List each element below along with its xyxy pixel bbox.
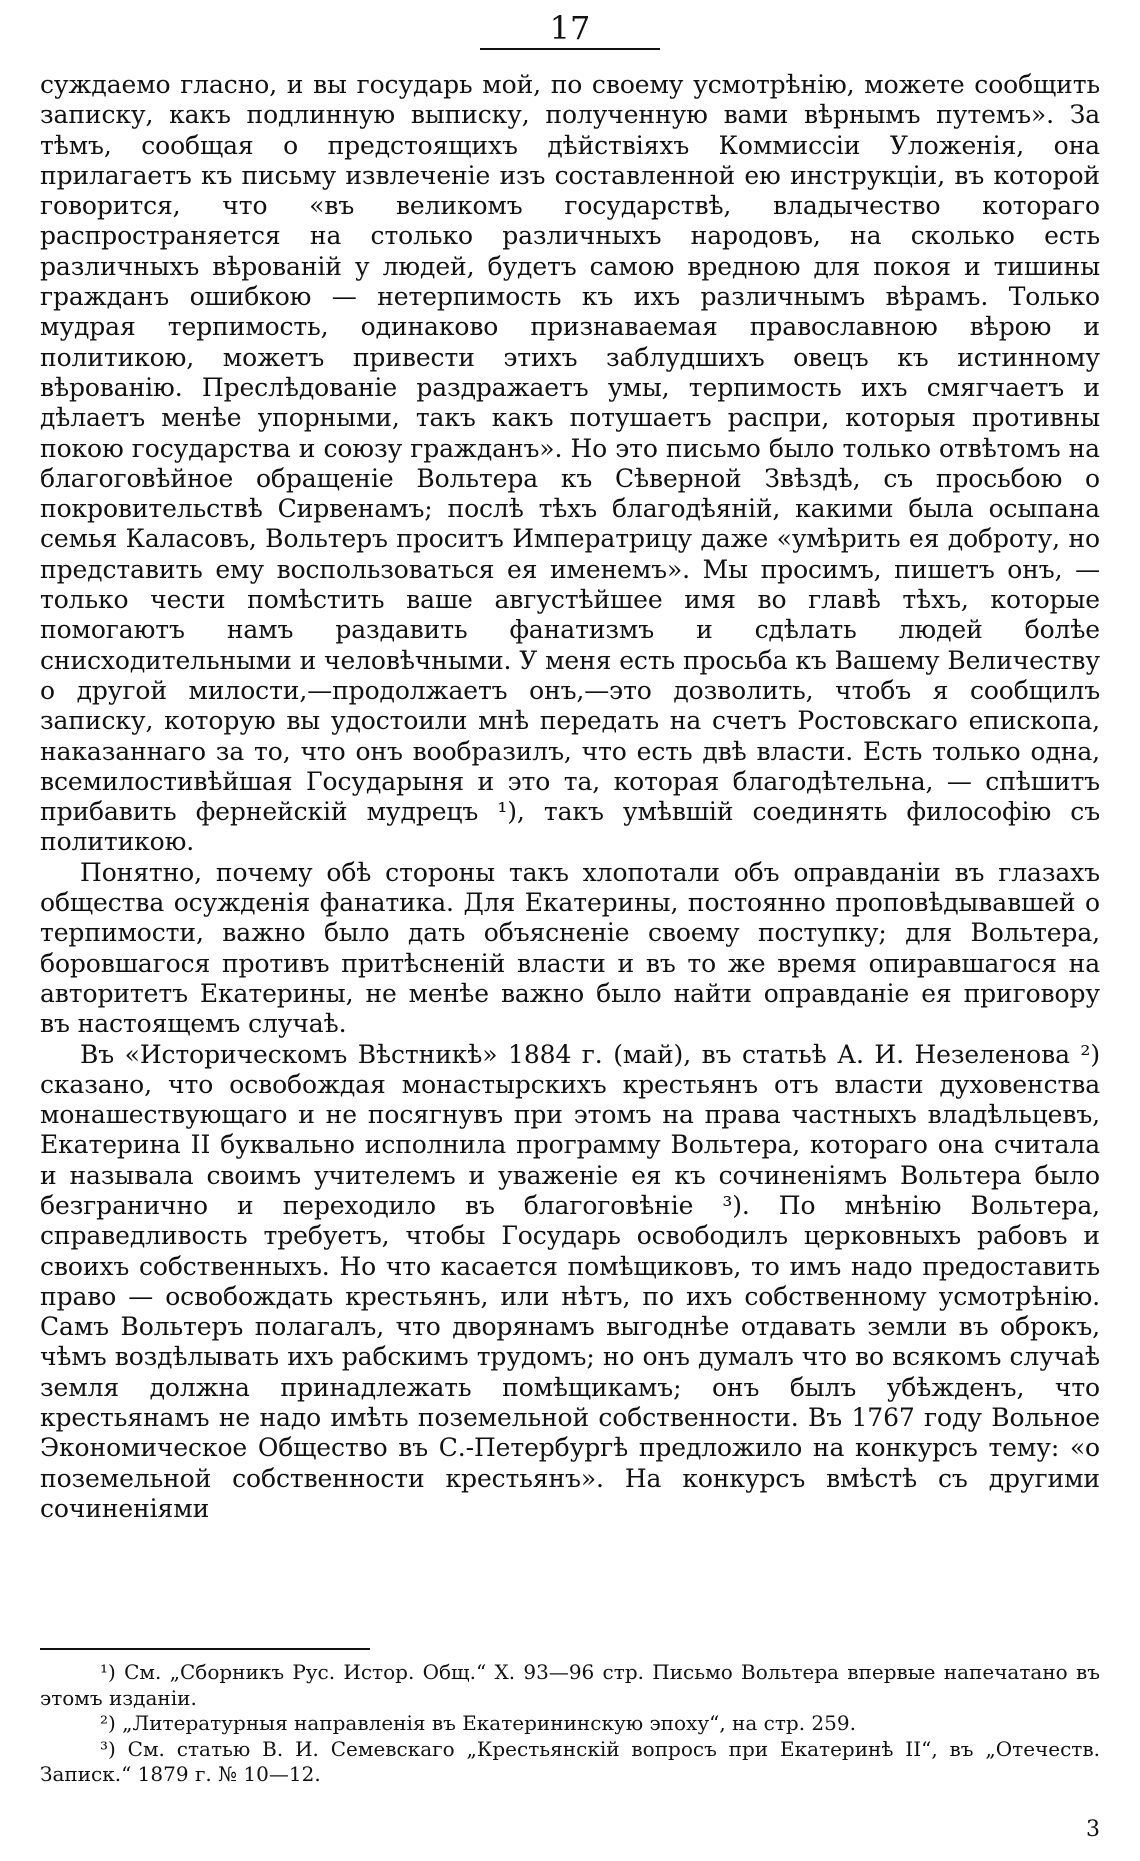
footnote-2: ²) „Литературныя направленія въ Екатерининскую эпоху“, на стр. 259. <box>100 1711 856 1735</box>
signature-mark: 3 <box>1086 1817 1100 1842</box>
page-number: 17 <box>480 8 661 50</box>
page-header <box>0 8 1140 50</box>
footnotes <box>40 1660 1100 1788</box>
paragraph-1: суждаемо гласно, и вы государь мой, по своему усмотрѣнію, можете сообщить записку, какъ подлинную выписку, полученную вами вѣрнымъ путемъ». За тѣмъ, сообщая о предстоящихъ дѣйствіяхъ Коммиссіи Уложенія, она прилагаетъ къ письму извлеченіе изъ составленной ею инструкціи, въ которой говорится, что «въ великомъ государствѣ, владычество котораго распространяется на столько различныхъ народовъ, на сколько есть различныхъ вѣрованій у людей, будетъ самою вредною для покоя и тишины гражданъ ошибкою — нетерпимость къ ихъ различнымъ вѣрамъ. Только мудрая терпимость, одинаково признаваемая православною вѣрою и политикою, можетъ привести этихъ заблудшихъ овецъ къ истинному вѣрованію. Преслѣдованіе раздражаетъ умы, терпимость ихъ смягчаетъ и дѣлаетъ менѣе упорными, такъ какъ потушаетъ распри, которыя противны покою государства и союзу гражданъ». Но это письмо было только отвѣтомъ на благоговѣйное обращеніе Вольтера къ Сѣверной Звѣздѣ, съ просьбою о покровительствѣ Сирвенамъ; послѣ тѣхъ благодѣяній, какими была осыпана семья Каласовъ, Вольтеръ проситъ Императрицу даже «умѣрить ея доброту, но представить ему воспользоваться ея именемъ». Мы просимъ, пишетъ онъ, — только чести помѣстить ваше августѣйшее имя во главѣ тѣхъ, которые помогаютъ намъ раздавить фанатизмъ и сдѣлать людей болѣе снисходительными и человѣчными. У меня есть просьба къ Вашему Величеству о другой милости,—продолжаетъ онъ,—это дозволить, чтобъ я сообщилъ записку, которую вы удостоили мнѣ передать на счетъ Ростовскаго епископа, наказаннаго за то, что онъ вообразилъ, что есть двѣ власти. Есть только одна, всемилостивѣйшая Государыня и это та, которая благодѣтельна, — спѣшитъ прибавить фернейскій мудрецъ ¹), такъ умѣвшій соединять философію съ политикою. <box>40 70 1100 857</box>
footnote-1: ¹) См. „Сборникъ Рус. Истор. Общ.“ X. 93—96 стр. Письмо Вольтера впервые напечатано въ этомъ изданіи. <box>40 1660 1100 1710</box>
footnote-3: ³) См. статью В. И. Семевскаго „Крестьянскій вопросъ при Екатеринѣ II“, въ „Отечеств. Записк.“ 1879 г. № 10—12. <box>40 1736 1100 1786</box>
main-text <box>40 70 1100 1524</box>
paragraph-2: Понятно, почему обѣ стороны такъ хлопотали объ оправданіи въ глазахъ общества осужденія фанатика. Для Екатерины, постоянно проповѣдывавшей о терпимости, важно было дать объясненіе своему поступку; для Вольтера, боровшагося противъ притѣсненій власти и въ то же время опиравшагося на авторитетъ Екатерины, не менѣе важно было найти оправданіе ея приговору въ настоящемъ случаѣ. <box>40 857 1100 1039</box>
footnote-divider <box>40 1648 370 1650</box>
paragraph-3: Въ «Историческомъ Вѣстникѣ» 1884 г. (май), въ статьѣ А. И. Незеленова ²) сказано, что освобождая монастырскихъ крестьянъ отъ власти духовенства монашествующаго и не посягнувъ при этомъ на права частныхъ владѣльцевъ, Екатерина II буквально исполнила программу Вольтера, котораго она считала и называла своимъ учителемъ и уваженіе ея къ сочиненіямъ Вольтера было безгранично и переходило въ благоговѣніе ³). По мнѣнію Вольтера, справедливость требуетъ, чтобы Государь освободилъ церковныхъ рабовъ и своихъ собственныхъ. Но что касается помѣщиковъ, то имъ надо предоставить право — освобождать крестьянъ, или нѣтъ, по ихъ собственному усмотрѣнію. Самъ Вольтеръ полагалъ, что дворянамъ выгоднѣе отдавать земли въ оброкъ, чѣмъ воздѣлывать ихъ рабскимъ трудомъ; но онъ думалъ что во всякомъ случаѣ земля должна принадлежать помѣщикамъ; онъ былъ убѣжденъ, что крестьянамъ не надо имѣть поземельной собственности. Въ 1767 году Вольное Экономическое Общество въ С.-Петербургѣ предложило на конкурсъ тему: «о поземельной собственности крестьянъ». На конкурсъ вмѣстѣ съ другими сочиненіями <box>40 1039 1100 1523</box>
